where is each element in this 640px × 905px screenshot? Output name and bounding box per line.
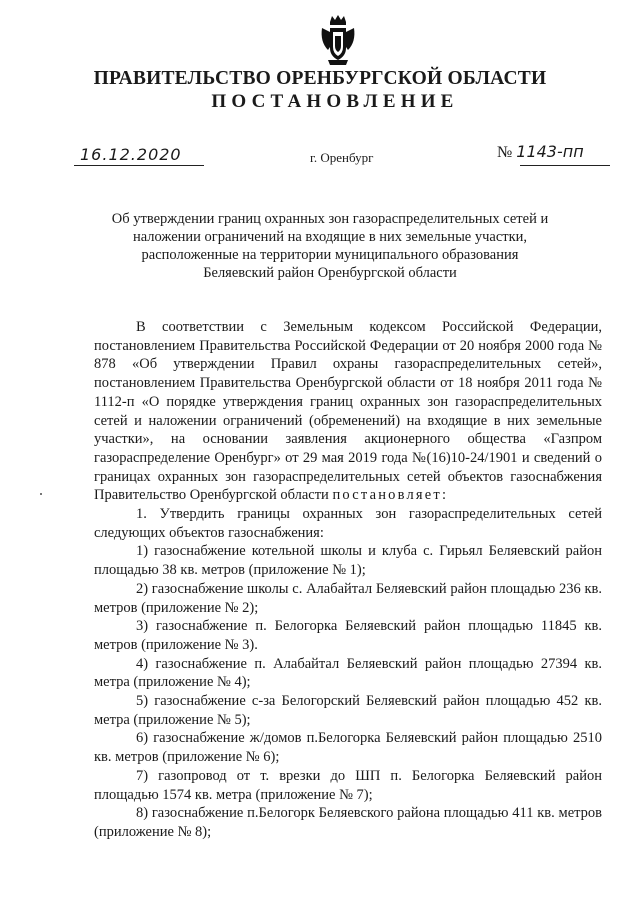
document-date: 16.12.2020 [80,145,182,164]
number-underline [520,165,610,166]
document-type-title: ПОСТАНОВЛЕНИЕ [211,91,459,112]
list-item: 1) газоснабжение котельной школы и клуба с. Гирьял Беляевский район площадью 38 кв. метров (приложение № 1); [94,543,602,579]
document-subject [95,210,565,282]
clause-paragraph: 1. Утвердить границы охранных зон газораспределительных сетей следующих объектов газоснабжения: [94,506,602,541]
document-number [497,142,584,162]
list-item: 6) газоснабжение ж/домов п.Белогорка Беляевский район площадью 2510 кв. метров (приложение № 6); [94,730,602,766]
list-item: 8) газоснабжение п.Белогорк Беляевского района площадью 411 кв. метров (приложение № 8); [94,805,602,840]
list-item: 4) газоснабжение п. Алабайтал Беляевский район площадью 27394 кв. метра (приложение № 4); [94,655,602,691]
subject-line: Об утверждении границ охранных зон газораспределительных сетей и [111,211,549,227]
subject-line: Беляевский район Оренбургской области [203,265,457,281]
list-item: 3) газоснабжение п. Белогорка Беляевский район площадью 11845 кв. метров (приложение № 3). [94,618,602,653]
margin-mark [40,493,42,495]
list-item: 2) газоснабжение школы с. Алабайтал Беляевский район площадью 236 кв. метров (приложение № 2); [94,580,602,616]
coat-of-arms-icon [318,14,358,66]
document-city: г. Оренбург [310,150,374,165]
list-item: 5) газоснабжение с-за Белогорский Беляевский район площадью 452 кв. метра (приложение № 5); [94,693,602,728]
number-symbol: № [497,144,513,161]
list-item: 7) газопровод от т. врезки до ШП п. Белогорка Беляевский район площадью 1574 кв. метра (приложение № 7); [94,767,602,803]
document-body [94,318,602,842]
preamble-paragraph [94,318,602,505]
decree-word: постановляет: [332,487,449,504]
date-underline [74,165,204,166]
number-value: 1143-пп [516,142,584,161]
subject-line: расположенные на территории муниципального образования [141,247,519,263]
organization-title: ПРАВИТЕЛЬСТВО ОРЕНБУРГСКОЙ ОБЛАСТИ [93,68,547,89]
preamble-text: В соответствии с Земельным кодексом Российской Федерации, постановлением Правительства Российской Федерации от 20 ноября 2000 года № 878 «Об утверждении Правил охраны газораспределительных сетей», постановлением Правительства Оренбургской области от 18 ноября 2011 года № 1112-п «О порядке утверждения границ охранных зон газораспределительных сетей и наложении ограничений (обременений) на входящие в них земельные участки», на основании заявления акционерного общества «Газпром газораспределение Оренбург» от 29 мая 2019 года №(16)10-24/1901 и сведений о границах охранных зон газораспределительных сетей объектов газоснабжения Правительство Оренбургской области [94,319,602,504]
subject-line: наложении ограничений на входящие в них земельные участки, [132,229,528,245]
